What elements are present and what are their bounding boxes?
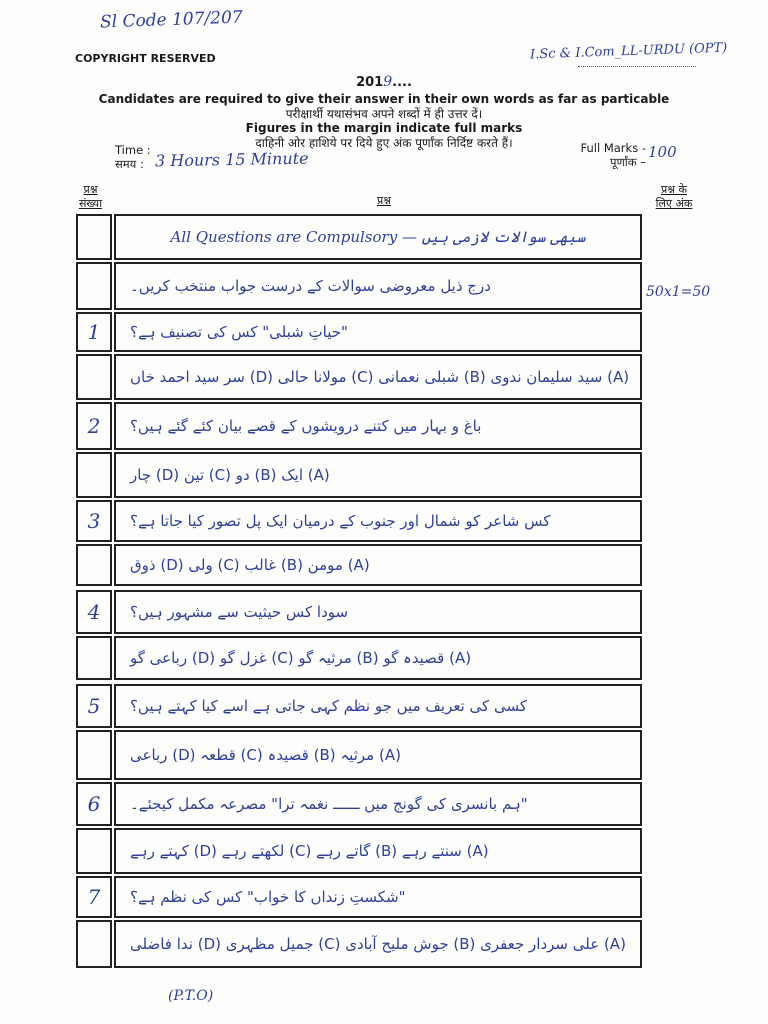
column-header-qno-line2: संख्या	[78, 197, 103, 210]
sl-code: Sl Code 107/207	[99, 7, 244, 33]
section-instruction-row: درج ذیل معروضی سوالات کے درست جواب منتخب کریں۔	[114, 262, 642, 310]
instructions	[0, 92, 768, 150]
question-text: باغ و بہار میں کتنے درویشوں کے قصے بیان کئے گئے ہیں؟	[114, 402, 642, 450]
question-text: "حیاتِ شبلی" کس کی تصنیف ہے؟	[114, 312, 642, 352]
year-dots: ....	[392, 75, 412, 90]
question-number: 6	[76, 782, 112, 826]
full-marks-label-english: Full Marks -	[580, 141, 646, 155]
question-number-cell	[76, 544, 112, 586]
section-marks: 50x1=50	[646, 284, 711, 300]
question-options: (A) مومن (B) غالب (C) ولی (D) ذوق	[114, 544, 642, 586]
question-number: 3	[76, 500, 112, 542]
question-text: "شکستِ زنداں کا خواب" کس کی نظم ہے؟	[114, 876, 642, 918]
full-marks-label-hindi: पूर्णांक –	[609, 155, 646, 169]
exam-year	[0, 74, 768, 90]
copyright-notice: COPYRIGHT RESERVED	[75, 52, 216, 65]
column-header-marks	[646, 183, 702, 211]
paper-code: I.Sc & I.Com_LL-URDU (OPT)	[529, 40, 728, 63]
question-number: 2	[76, 402, 112, 450]
question-number-cell	[76, 920, 112, 968]
time-label	[115, 143, 151, 171]
question-number: 7	[76, 876, 112, 918]
question-text: کسی کی تعریف میں جو نظم کہی جاتی ہے اسے کیا کہتے ہیں؟	[114, 684, 642, 728]
column-header-question: प्रश्न	[377, 194, 392, 207]
question-options: (A) سنتے رہے (B) گاتے رہے (C) لکھتے رہے (D) کہتے رہے	[114, 828, 642, 874]
column-header-question-number	[68, 183, 113, 211]
question-options: (A) قصیدہ گو (B) مرثیہ گو (C) غزل گو (D) رباعی گو	[114, 636, 642, 680]
question-number-cell	[76, 636, 112, 680]
question-options: (A) علی سردار جعفری (B) جوش ملیح آبادی (C) جمیل مظہری (D) ندا فاضلی	[114, 920, 642, 968]
figures-hindi: दाहिनी ओर हाशिये पर दिये हुए अंक पूर्णांक निर्दिष्ट करते हैं।	[255, 135, 513, 150]
question-number-cell	[76, 214, 112, 260]
question-options: (A) ایک (B) دو (C) تین (D) چار	[114, 452, 642, 498]
question-number: 1	[76, 312, 112, 352]
instruction-hindi: परीक्षार्थी यथासंभव अपने शब्दों में ही उत्तर दें।	[285, 106, 483, 121]
full-marks-value: 100	[648, 143, 677, 161]
question-options: (A) مرثیہ (B) قصیدہ (C) قطعہ (D) رباعی	[114, 730, 642, 780]
full-marks-label	[580, 141, 646, 169]
question-options: (A) سید سلیمان ندوی (B) شبلی نعمانی (C) مولانا حالی (D) سر سید احمد خاں	[114, 354, 642, 400]
question-text: "ہم بانسری کی گونج میں ــــــ نغمہ ترا" مصرعہ مکمل کیجئے۔	[114, 782, 642, 826]
question-number: 4	[76, 590, 112, 634]
time-value: 3 Hours 15 Minute	[154, 148, 309, 171]
question-number-cell	[76, 730, 112, 780]
year-printed: 201	[356, 75, 384, 90]
question-number-cell	[76, 354, 112, 400]
instruction-row: All Questions are Compulsory — سبھی سوالات لازمی ہیں	[114, 214, 642, 260]
question-text: کس شاعر کو شمال اور جنوب کے درمیان ایک پل تصور کیا جاتا ہے؟	[114, 500, 642, 542]
instruction-english: Candidates are required to give their answer in their own words as far as particable	[98, 92, 670, 106]
time-label-english: Time :	[115, 143, 151, 157]
question-number: 5	[76, 684, 112, 728]
paper-code-dotted-line	[578, 66, 696, 67]
question-number-cell	[76, 828, 112, 874]
figures-english: Figures in the margin indicate full marks	[245, 121, 523, 135]
question-number-cell	[76, 452, 112, 498]
column-header-qno-line1: प्रश्न	[83, 183, 98, 196]
please-turn-over: (P.T.O)	[168, 988, 214, 1004]
column-header-marks-line1: प्रश्न के	[661, 183, 687, 196]
question-text: سودا کس حیثیت سے مشہور ہیں؟	[114, 590, 642, 634]
time-label-hindi: समय :	[115, 157, 144, 171]
column-header-marks-line2: लिए अंक	[655, 197, 693, 210]
question-number-cell	[76, 262, 112, 310]
year-handwritten: 9	[383, 74, 393, 90]
